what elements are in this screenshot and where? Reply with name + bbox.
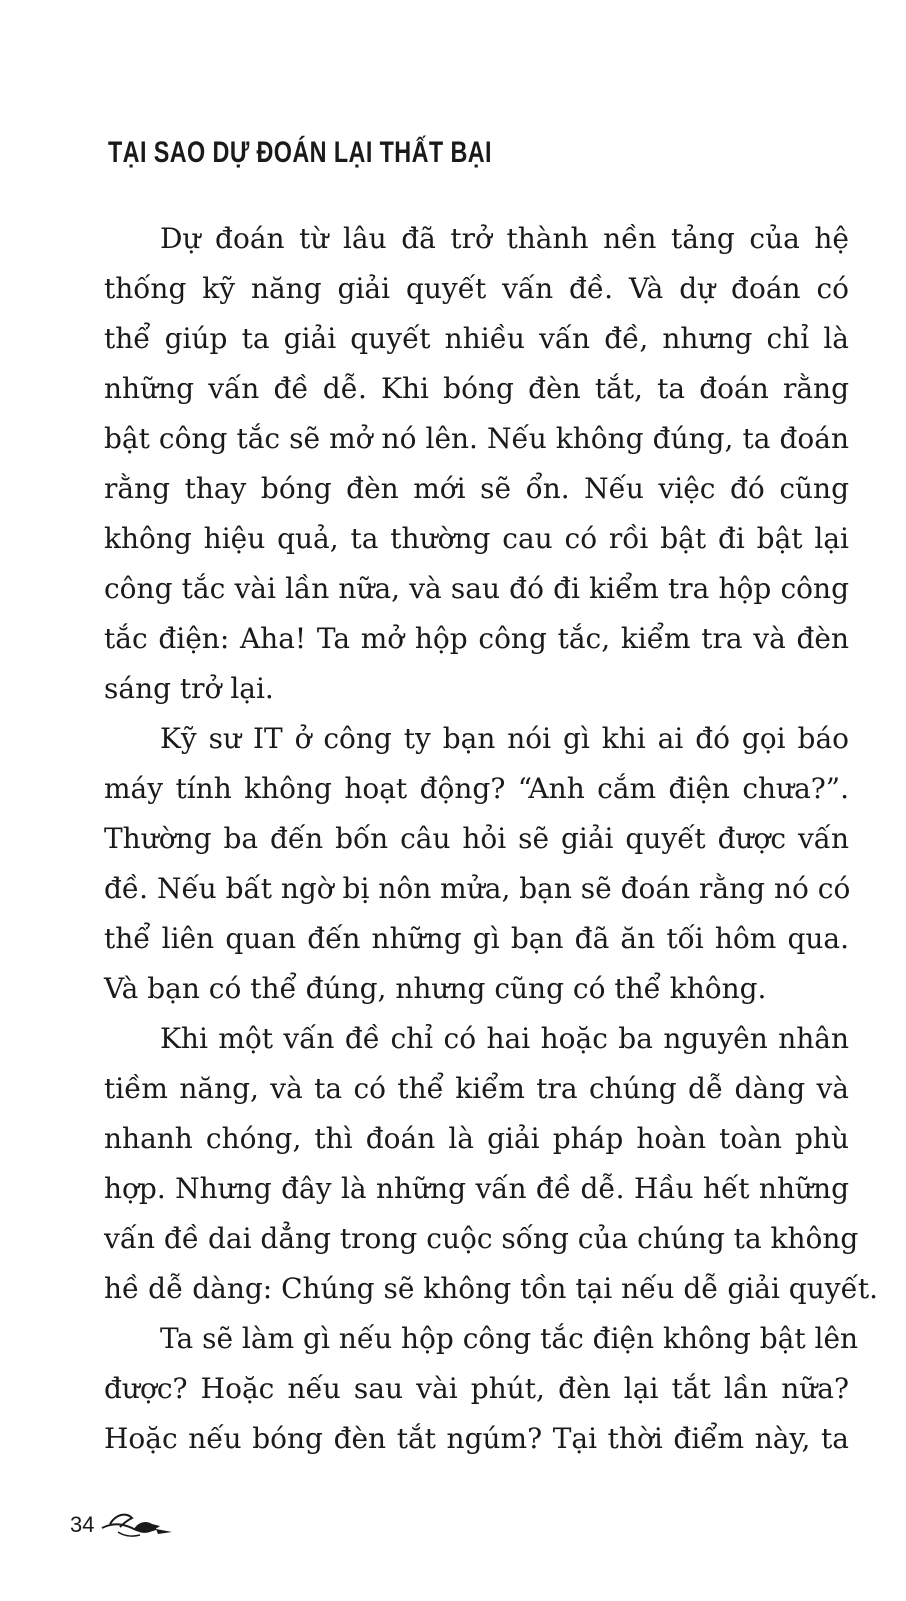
- text-line: bật công tắc sẽ mở nó lên. Nếu không đúng, ta đoán: [104, 422, 849, 455]
- text-line: thống kỹ năng giải quyết vấn đề. Và dự đoán có: [104, 272, 849, 305]
- text-line: Kỹ sư IT ở công ty bạn nói gì khi ai đó gọi báo: [160, 722, 849, 755]
- text-line: Hoặc nếu bóng đèn tắt ngúm? Tại thời điểm này, ta: [104, 1422, 849, 1455]
- text-line: sáng trở lại.: [104, 672, 274, 705]
- text-line: Ta sẽ làm gì nếu hộp công tắc điện không bật lên: [160, 1322, 859, 1355]
- text-line: Khi một vấn đề chỉ có hai hoặc ba nguyên nhân: [160, 1022, 849, 1055]
- text-line: Và bạn có thể đúng, nhưng cũng có thể không.: [104, 972, 767, 1005]
- text-line: tắc điện: Aha! Ta mở hộp công tắc, kiểm tra và đèn: [104, 622, 849, 655]
- text-line: công tắc vài lần nữa, và sau đó đi kiểm tra hộp công: [104, 572, 849, 605]
- flying-bird-ornament-icon: [100, 1510, 174, 1540]
- page-footer: [70, 1510, 174, 1540]
- text-line: rằng thay bóng đèn mới sẽ ổn. Nếu việc đó cũng: [104, 472, 849, 505]
- text-line: không hiệu quả, ta thường cau có rồi bật đi bật lại: [104, 522, 849, 555]
- text-line: đề. Nếu bất ngờ bị nôn mửa, bạn sẽ đoán rằng nó có: [104, 872, 851, 905]
- text-line: được? Hoặc nếu sau vài phút, đèn lại tắt lần nữa?: [104, 1372, 849, 1405]
- body-text: [104, 214, 878, 1464]
- text-line: tiềm năng, và ta có thể kiểm tra chúng dễ dàng và: [104, 1072, 849, 1105]
- section-heading: TẠI SAO DỰ ĐOÁN LẠI THẤT BẠI: [108, 136, 492, 169]
- text-line: máy tính không hoạt động? “Anh cắm điện chưa?”.: [104, 772, 849, 805]
- text-line: thể liên quan đến những gì bạn đã ăn tối hôm qua.: [104, 922, 849, 955]
- text-line: Thường ba đến bốn câu hỏi sẽ giải quyết được vấn: [104, 822, 849, 855]
- text-line: nhanh chóng, thì đoán là giải pháp hoàn toàn phù: [104, 1122, 849, 1155]
- text-line: vấn đề dai dẳng trong cuộc sống của chúng ta không: [104, 1222, 859, 1255]
- text-line: thể giúp ta giải quyết nhiều vấn đề, nhưng chỉ là: [104, 322, 849, 355]
- page-number: 34: [70, 1512, 95, 1537]
- text-line: hề dễ dàng: Chúng sẽ không tồn tại nếu dễ giải quyết.: [104, 1272, 878, 1305]
- text-line: Dự đoán từ lâu đã trở thành nền tảng của hệ: [160, 222, 849, 255]
- text-line: hợp. Nhưng đây là những vấn đề dễ. Hầu hết những: [104, 1172, 849, 1205]
- text-line: những vấn đề dễ. Khi bóng đèn tắt, ta đoán rằng: [104, 372, 849, 405]
